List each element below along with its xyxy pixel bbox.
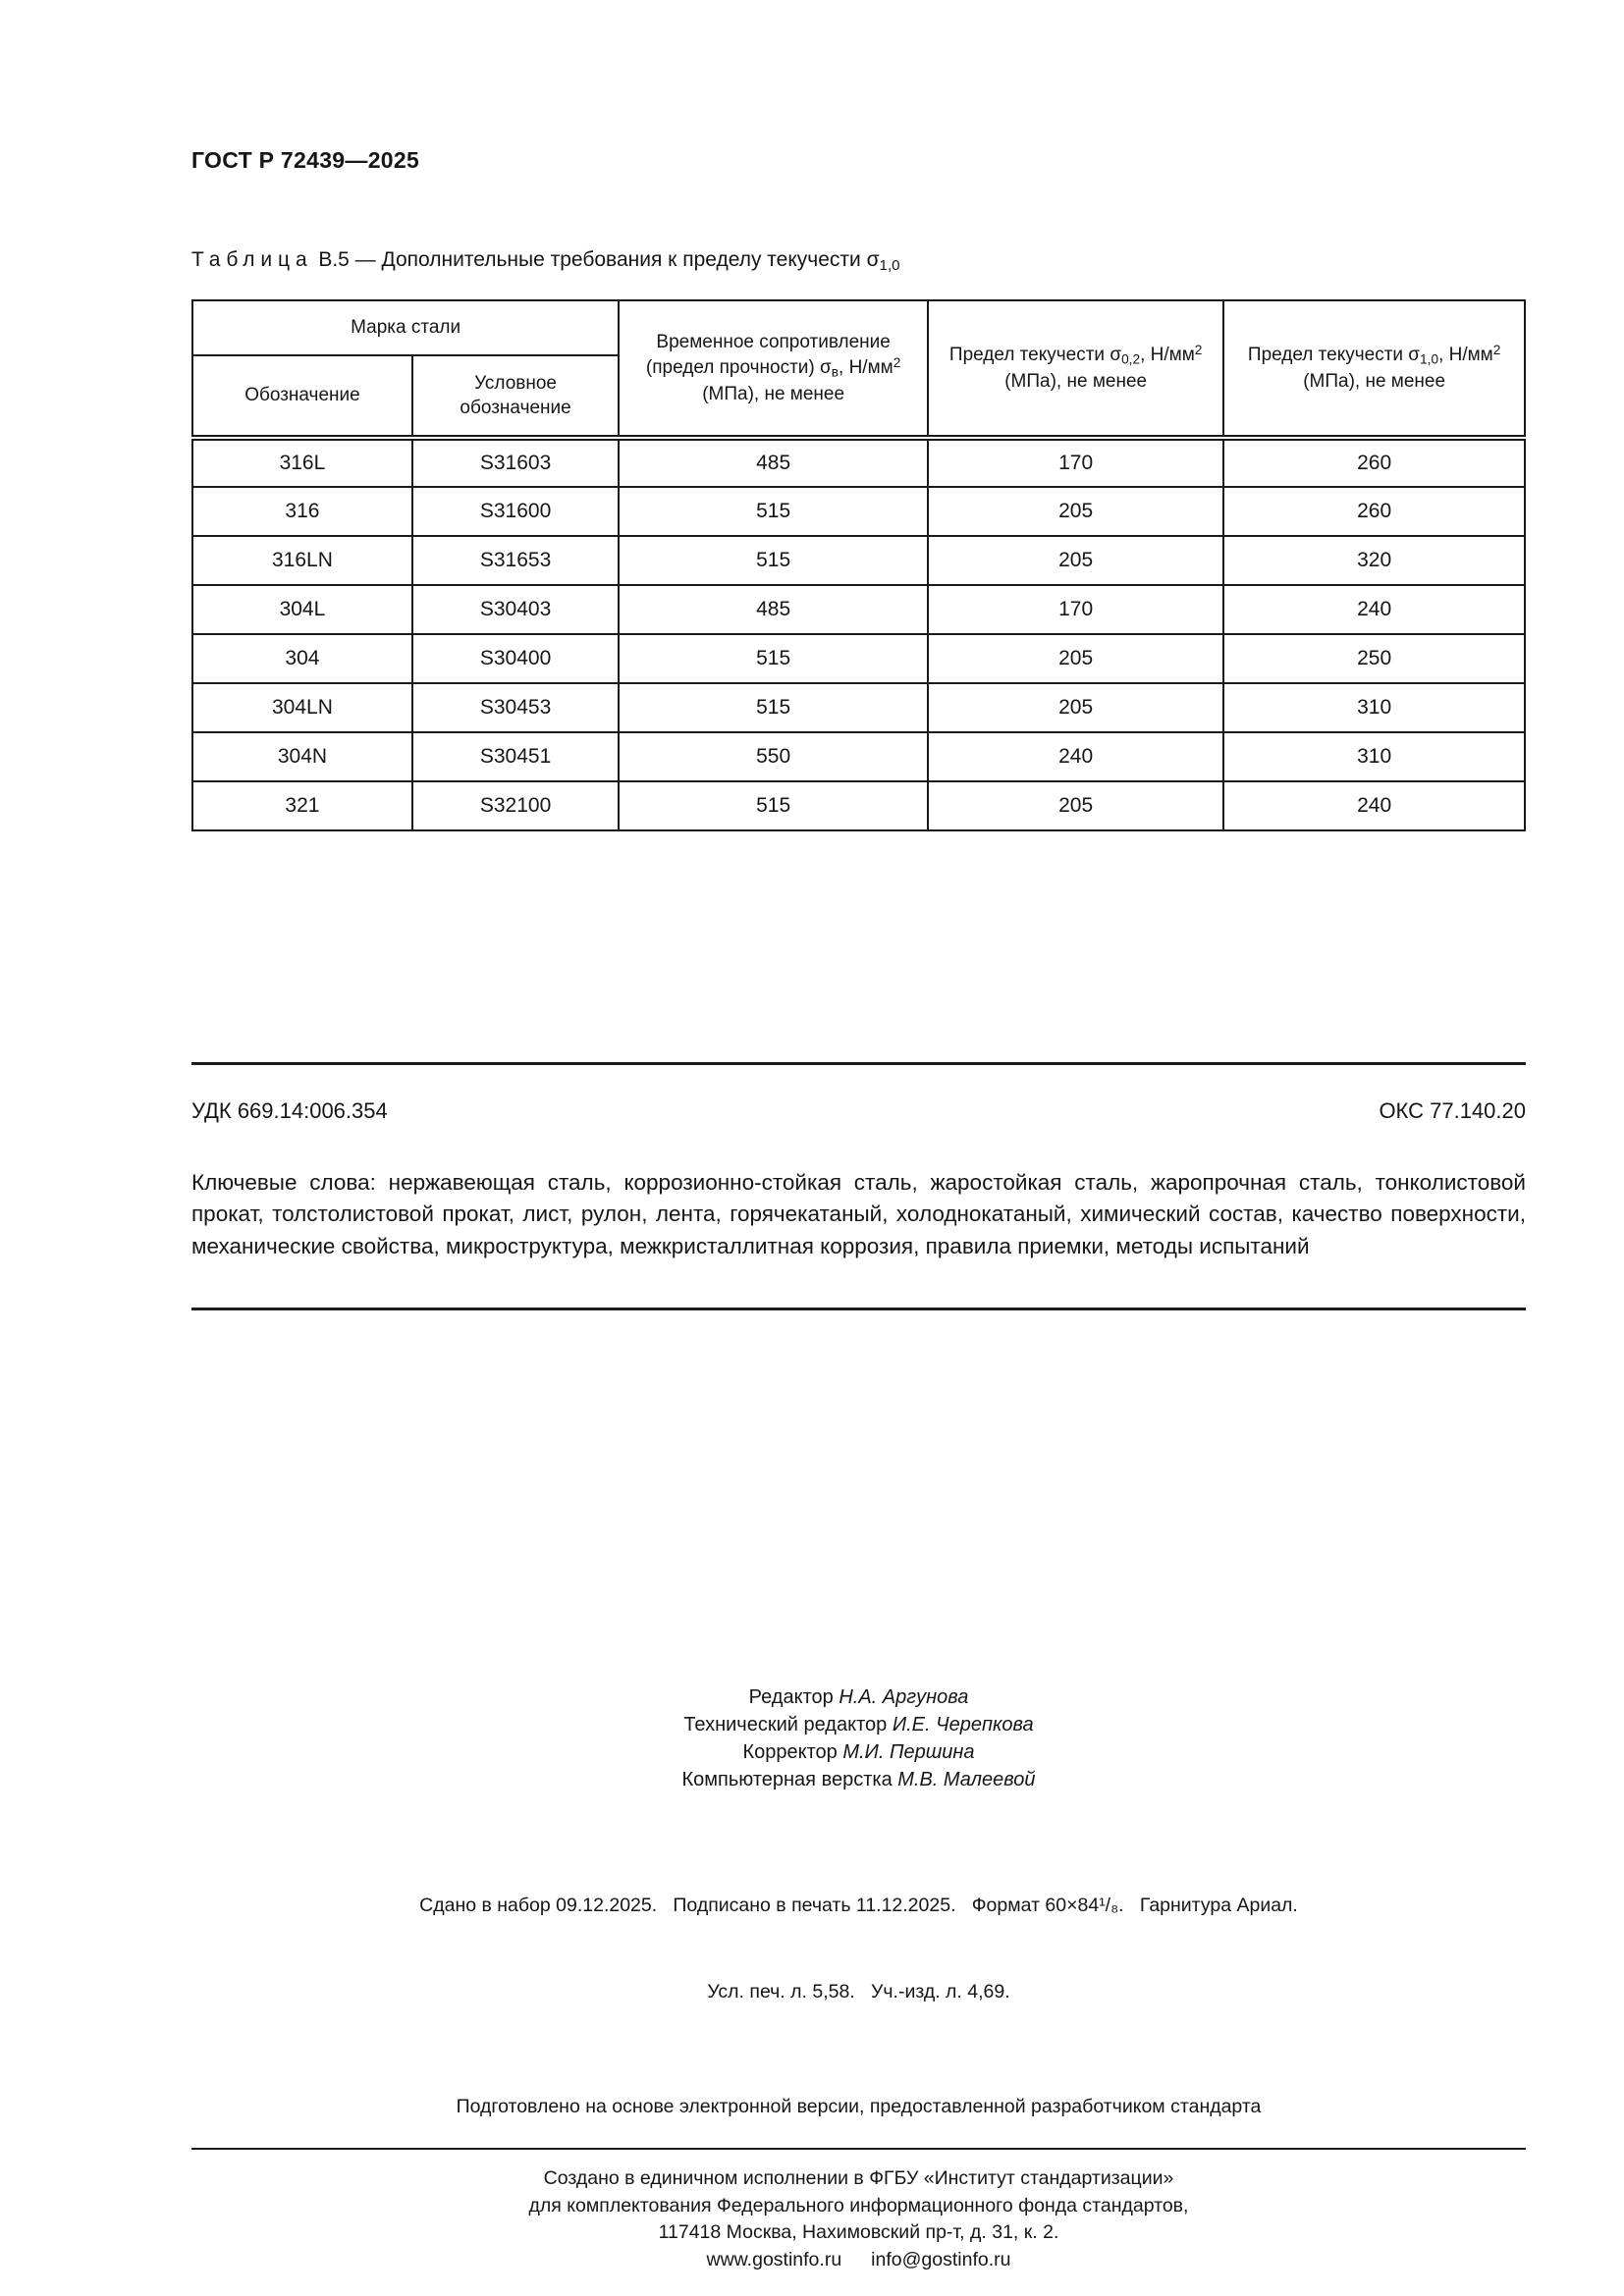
cell-grade: 316LN xyxy=(192,536,412,585)
cell-yield02: 205 xyxy=(928,487,1223,536)
credit-line xyxy=(191,1766,1526,1793)
column-header-yield-02 xyxy=(928,300,1223,438)
cell-yield02: 170 xyxy=(928,438,1223,487)
tensile-header-sub: в xyxy=(831,364,839,380)
table-caption-text: В.5 — Дополнительные требования к пределу текучести σ xyxy=(312,248,880,271)
credit-name: И.Е. Черепкова xyxy=(892,1713,1034,1735)
oks-code: ОКС 77.140.20 xyxy=(1379,1097,1526,1123)
cell-tensile: 515 xyxy=(619,683,928,732)
cell-yield02: 205 xyxy=(928,683,1223,732)
cell-tensile: 485 xyxy=(619,438,928,487)
colophon-credits xyxy=(191,1683,1526,1793)
yield02-header-sup: 2 xyxy=(1194,343,1203,358)
table-row xyxy=(192,781,1525,830)
table-row xyxy=(192,536,1525,585)
classification-codes-line xyxy=(191,1098,1526,1124)
cell-yield10: 240 xyxy=(1223,781,1525,830)
cell-grade: 304LN xyxy=(192,683,412,732)
cell-grade: 316L xyxy=(192,438,412,487)
credit-name: М.В. Малеевой xyxy=(897,1768,1036,1790)
cell-tensile: 485 xyxy=(619,585,928,634)
yield10-header-unit: , Н/мм xyxy=(1438,345,1493,366)
column-header-tensile-strength xyxy=(619,300,928,438)
yield02-header-text: Предел текучести σ xyxy=(948,345,1122,366)
cell-yield10: 260 xyxy=(1223,438,1525,487)
cell-yield10: 320 xyxy=(1223,536,1525,585)
cell-tensile: 515 xyxy=(619,536,928,585)
cell-yield02: 170 xyxy=(928,585,1223,634)
imprint-line: Сдано в набор 09.12.2025. Подписано в печать 11.12.2025. Формат 60×84¹/₈. Гарнитура Ариал. xyxy=(419,1895,1298,1917)
cell-uns: S30451 xyxy=(412,732,619,781)
section-divider xyxy=(191,1308,1526,1310)
tensile-header-text: Временное сопротивление (предел прочности) σ xyxy=(645,331,891,379)
cell-yield02: 205 xyxy=(928,634,1223,683)
credit-line xyxy=(191,1711,1526,1738)
cell-uns: S30400 xyxy=(412,634,619,683)
yield10-header-text: Предел текучести σ xyxy=(1247,345,1421,366)
cell-yield10: 310 xyxy=(1223,683,1525,732)
cell-yield10: 250 xyxy=(1223,634,1525,683)
publisher-block xyxy=(191,2165,1526,2274)
cell-uns: S31653 xyxy=(412,536,619,585)
credit-role: Компьютерная верстка xyxy=(681,1768,898,1790)
keywords-paragraph: Ключевые слова: нержавеющая сталь, коррозионно-стойкая сталь, жаростойкая сталь, жаропрочная сталь, тонколистовой прокат, толстолистовой прокат, лист, рулон, лента, горячекатаный, холоднокатаный, химический состав, качество поверхности, механические свойства, микроструктура, межкристаллитная коррозия, правила приемки, методы испытаний xyxy=(191,1169,1526,1258)
publisher-contacts xyxy=(191,2247,1526,2274)
website-text: www.gostinfo.ru xyxy=(706,2249,842,2270)
imprint-line: Усл. печ. л. 5,58. Уч.-изд. л. 4,69. xyxy=(707,1981,1010,2003)
cell-grade: 316 xyxy=(192,487,412,536)
imprint-block xyxy=(191,1835,1526,2064)
cell-yield02: 205 xyxy=(928,781,1223,830)
cell-tensile: 515 xyxy=(619,634,928,683)
cell-grade: 304N xyxy=(192,732,412,781)
table-caption-word: Таблица xyxy=(191,248,313,271)
cell-uns: S30453 xyxy=(412,683,619,732)
table-caption-sigma-subscript: 1,0 xyxy=(879,256,900,274)
column-header-designation: Обозначение xyxy=(192,355,412,438)
cell-uns: S31603 xyxy=(412,438,619,487)
publisher-line: Создано в единичном исполнении в ФГБУ «Институт стандартизации» xyxy=(543,2166,1174,2189)
yield02-header-unit: , Н/мм xyxy=(1140,345,1195,366)
publisher-line: для комплектования Федерального информационного фонда стандартов, xyxy=(528,2194,1189,2216)
cell-yield02: 205 xyxy=(928,536,1223,585)
table-caption xyxy=(191,248,1526,274)
publisher-line: 117418 Москва, Нахимовский пр-т, д. 31, к. 2. xyxy=(658,2221,1059,2244)
credit-role: Корректор xyxy=(742,1740,843,1763)
cell-yield10: 310 xyxy=(1223,732,1525,781)
column-header-conditional-designation: Условное обозначение xyxy=(412,355,619,438)
credit-role: Редактор xyxy=(748,1685,839,1708)
section-divider xyxy=(191,1062,1526,1065)
cell-tensile: 550 xyxy=(619,732,928,781)
yield10-header-sup: 2 xyxy=(1492,343,1501,358)
prepared-note: Подготовлено на основе электронной версии, предоставленной разработчиком стандарта xyxy=(456,2095,1262,2117)
standard-number-header: ГОСТ Р 72439—2025 xyxy=(191,147,420,173)
cell-yield02: 240 xyxy=(928,732,1223,781)
tensile-header-tail: (МПа), не менее xyxy=(702,383,845,404)
cell-yield10: 240 xyxy=(1223,585,1525,634)
yield02-header-tail: (МПа), не менее xyxy=(1004,371,1148,393)
table-row xyxy=(192,732,1525,781)
steel-yield-requirements-table xyxy=(191,299,1526,831)
credit-line xyxy=(191,1683,1526,1711)
tensile-header-sup: 2 xyxy=(893,354,901,370)
cell-yield10: 260 xyxy=(1223,487,1525,536)
yield10-header-tail: (МПа), не менее xyxy=(1303,371,1446,393)
credit-role: Технический редактор xyxy=(683,1713,893,1735)
column-group-steel-grade: Марка стали xyxy=(192,300,619,355)
yield10-header-sub: 1,0 xyxy=(1420,351,1439,367)
cell-grade: 304L xyxy=(192,585,412,634)
table-row xyxy=(192,683,1525,732)
udk-code: УДК 669.14:006.354 xyxy=(191,1097,388,1123)
credit-name: Н.А. Аргунова xyxy=(839,1685,969,1708)
cell-grade: 304 xyxy=(192,634,412,683)
yield02-header-sub: 0,2 xyxy=(1121,351,1141,367)
column-header-yield-10 xyxy=(1223,300,1525,438)
cell-tensile: 515 xyxy=(619,781,928,830)
cell-uns: S30403 xyxy=(412,585,619,634)
credit-name: М.И. Першина xyxy=(842,1740,975,1763)
email-text: info@gostinfo.ru xyxy=(871,2249,1011,2270)
tensile-header-unit: , Н/мм xyxy=(839,357,893,379)
cell-uns: S31600 xyxy=(412,487,619,536)
table-row xyxy=(192,438,1525,487)
footer-divider xyxy=(191,2148,1526,2150)
table-row xyxy=(192,585,1525,634)
cell-uns: S32100 xyxy=(412,781,619,830)
table-row xyxy=(192,487,1525,536)
cell-grade: 321 xyxy=(192,781,412,830)
table-row xyxy=(192,634,1525,683)
credit-line xyxy=(191,1738,1526,1766)
cell-tensile: 515 xyxy=(619,487,928,536)
